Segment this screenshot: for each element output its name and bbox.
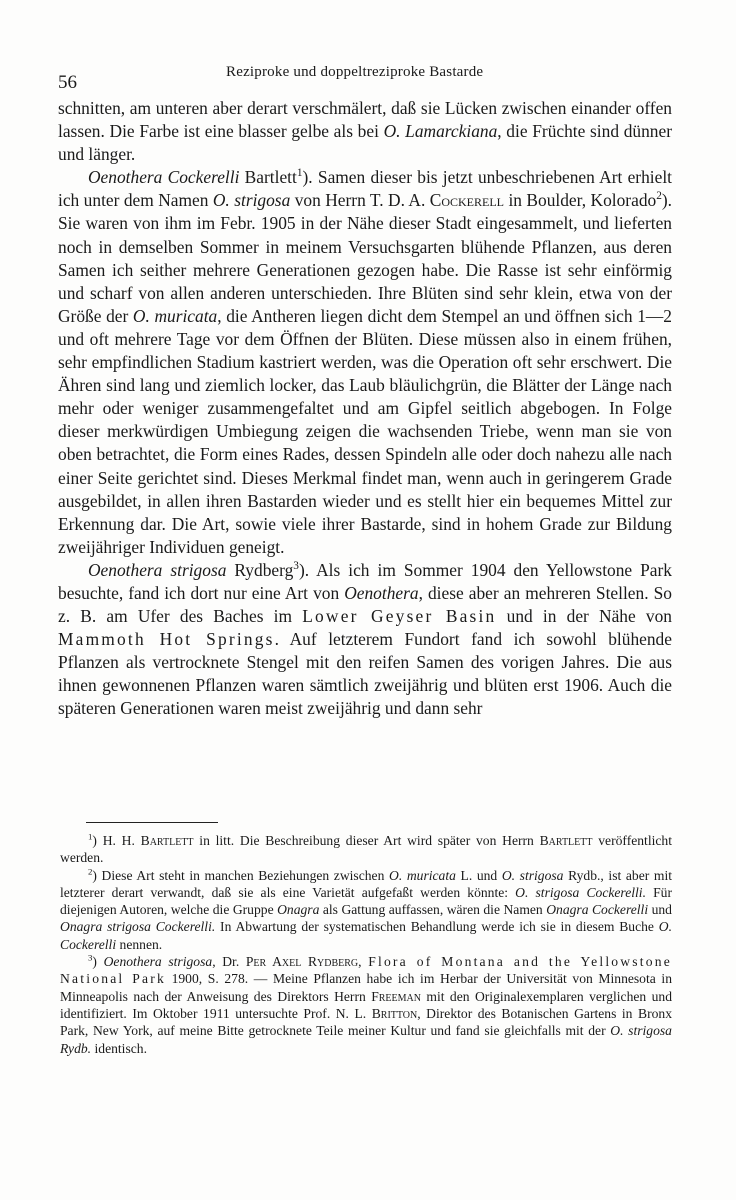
text-run: identisch. (91, 1040, 147, 1056)
text-run: , Direktor des Botanischen Gartens in Bronx Park, New York, auf meine Bitte getrocknete Teile meiner Kultur und fand sie gleichfalls mit der (60, 1005, 672, 1039)
text-run: . Auf letzterem Fundort fand ich sowohl blühende Pflanzen als vertrocknete Stengel mit den reifen Samen des vorigen Jahres. Die aus ihnen gewonnenen Pflanzen waren sämtlich zweijährig und blüten erst 1906. Auch die späteren Generationen waren meist zweijährig und dann sehr (58, 629, 672, 719)
species-name: O. strigosa Cockerelli. (515, 884, 646, 900)
place-name: Mammoth Hot Springs (58, 629, 275, 650)
text-run: schnitten, am unteren aber derart verschmälert, daß sie Lücken zwischen einander offen lassen. Die Farbe ist eine blasser gelbe als bei (58, 98, 672, 142)
text-run: , die Früchte sind dünner und länger. (58, 121, 673, 165)
species-name: Onagra strigosa Cockerelli. (60, 919, 216, 935)
footnote-marker: 2 (88, 866, 93, 877)
text-run: in Boulder, Kolorado (504, 190, 657, 211)
footnote-divider (86, 822, 218, 823)
running-title: Reziproke und doppeltreziproke Bastarde (226, 64, 484, 80)
species-name: O. muricata (132, 305, 218, 326)
page-number: 56 (58, 72, 77, 93)
person-name: Freeman (371, 988, 421, 1004)
species-name: Onagra Cockerelli (546, 902, 649, 918)
text-run: , (358, 954, 369, 970)
species-name: O. muricata (389, 867, 456, 883)
text-run: veröffentlicht werden. (60, 833, 672, 866)
footnote-3 (60, 953, 672, 1057)
main-text (58, 97, 672, 721)
person-name: Per Axel Rydberg (245, 954, 359, 970)
text-run: ). Samen dieser bis jetzt unbeschriebenen Art erhielt ich unter dem Namen (58, 167, 672, 211)
text-run: in litt. Die Beschreibung dieser Art wird später von Herrn (193, 833, 540, 848)
place-name: Lower Geyser Basin (302, 606, 497, 627)
species-name: Oenothera Cockerelli (88, 167, 240, 188)
species-name: Oenothera strigosa (88, 559, 227, 580)
paragraph-cockerelli (58, 166, 672, 559)
text-run: , diese aber an mehreren Stellen. So z. B. am Ufer des Baches im (58, 582, 672, 627)
text-run: und (648, 902, 672, 918)
text-run: als Gattung auffassen, wären die Namen (319, 902, 547, 918)
text-run: ). Als ich im Sommer 1904 den Yellowstone Park besuchte, fand ich dort nur eine Art von (58, 559, 672, 603)
book-title: Flora of Montana and the Yellowstone National Park (60, 954, 673, 987)
species-name: O. strigosa (212, 190, 291, 211)
footnote-2 (60, 867, 672, 953)
text-run: von Herrn T. D. A. (290, 190, 430, 211)
footnote-1 (60, 832, 672, 867)
text-run: , die Antheren liegen dicht dem Stempel an und öffnen sich 1—2 und oft mehrere Tage vor dem Öffnen der Blüten. Diese müssen also in einem frühen, sehr empfindlichen Stadium kastriert werden, was die Operation oft sehr erschwert. Die Ähren sind lang und ziemlich locker, das Laub bläulichgrün, die Blätter der Länge nach mehr oder weniger zusammengefaltet und am Gipfel seitlich abgebogen. In Folge dieser merkwürdigen Umbiegung zeigen die wachsenden Triebe, wenn man sie von oben betrachtet, die Form eines Rades, dessen Spindeln alle oder doch nahezu alle nach einer Seite gerichtet sind. Dieses Merkmal findet man, wenn auch in geringerem Grade ausgebildet, in allen ihren Bastarden wieder und es stellt hier ein bequemes Mittel zur Erkennung dar. Die Art, sowie viele ihrer Bastarde, sind in hohem Grade zur Bildung zweijähriger Individuen geneigt. (58, 305, 672, 557)
species-name: O. strigosa (501, 867, 564, 883)
footnotes (60, 832, 672, 1057)
text-run: nennen. (116, 936, 163, 952)
text-run: ) H. H. (92, 833, 141, 848)
text-run: mit den Originalexemplaren verglichen und identifiziert. Im Oktober 1911 untersuchte Prof. N. L. (60, 988, 673, 1021)
paragraph-strigosa (58, 559, 672, 721)
footnote-ref: 2 (656, 190, 662, 203)
text-run: Für diejenigen Autoren, welche die Gruppe (60, 884, 672, 918)
page-header (58, 58, 676, 93)
paragraph-1 (58, 97, 672, 166)
text-run: ). Sie waren von ihm im Febr. 1905 in der Nähe dieser Stadt eingesammelt, und lieferten noch in demselben Sommer in meinem Versuchsgarten blühende Pflanzen, aus deren Samen ich seither mehrere Generationen gezogen habe. Die Rasse ist sehr einförmig und scharf von allen anderen unterschieden. Ihre Blüten sind sehr klein, etwa von der Größe der (58, 190, 673, 326)
text-run: Bartlett (239, 167, 297, 188)
footnote-marker: 3 (88, 952, 93, 963)
person-name: Britton (371, 1005, 418, 1021)
species-name: O. Lamarckiana (383, 121, 498, 142)
text-run: und in der Nähe von (496, 606, 673, 627)
footnote-ref: 1 (296, 167, 303, 180)
person-name: Bartlett (140, 833, 194, 848)
text-run: In Abwartung der systematischen Behandlung werde ich sie in diesem Buche (215, 919, 659, 935)
person-name: Cockerell (429, 190, 505, 211)
footnote-ref: 3 (293, 560, 299, 573)
species-name: Oenothera strigosa (103, 954, 213, 970)
genus-name: Oenothera (344, 582, 419, 603)
text-run: Rydb., ist aber mit letzterer derart verwandt, daß sie als eine Varietät aufgefaßt werden könnte: (60, 867, 672, 900)
person-name: Bartlett (539, 833, 593, 848)
text-run: 1900, S. 278. — Meine Pflanzen habe ich im Herbar der Universität von Minnesota in Minneapolis nach der Anweisung des Direktors Herrn (60, 971, 672, 1004)
text-run: Rydberg (226, 559, 294, 580)
text-run: L. und (455, 867, 502, 883)
footnote-marker: 1 (88, 831, 93, 842)
species-name: O. Cockerelli (60, 919, 672, 952)
genus-name: Onagra (277, 902, 320, 918)
text-run: ) Diese Art steht in manchen Beziehungen zwischen (92, 867, 389, 883)
text-run: ) (92, 954, 104, 970)
text-run: , Dr. (212, 954, 246, 970)
species-name: O. strigosa Rydb. (60, 1023, 672, 1056)
